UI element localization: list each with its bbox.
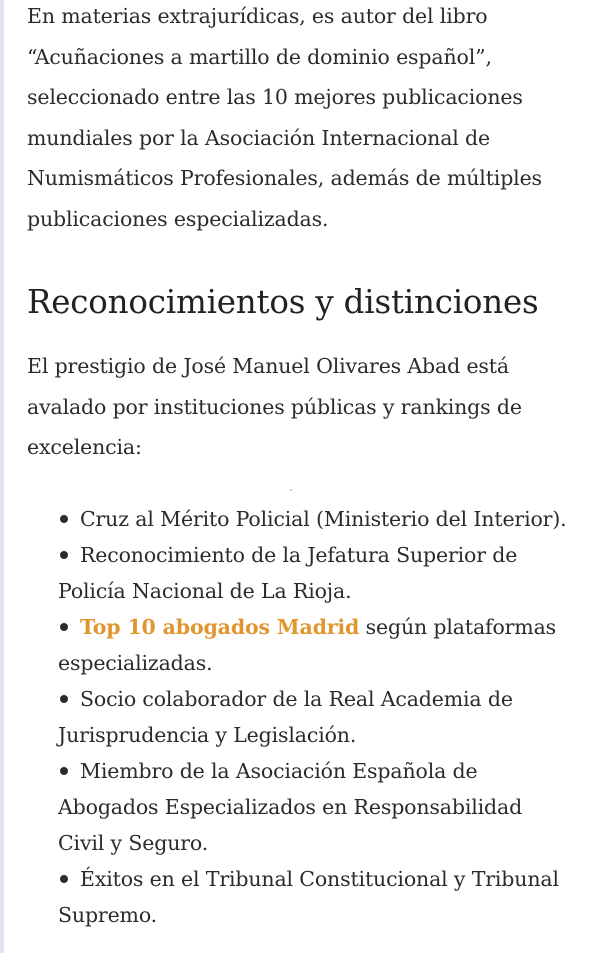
list-item-text: Abogados Especializados en Responsabilidad xyxy=(58,795,523,819)
intro-line: mundiales por la Asociación Internacional de xyxy=(27,125,490,150)
list-item xyxy=(58,609,603,681)
list-item-text: Supremo. xyxy=(58,903,158,927)
list-item-text: Reconocimiento de la Jefatura Superior de xyxy=(80,543,518,567)
bullet-icon xyxy=(60,515,68,523)
lead-line: avalado por instituciones públicas y rankings de xyxy=(27,394,522,419)
list-item-text: especializadas. xyxy=(58,651,213,675)
list-item-text: Policía Nacional de La Rioja. xyxy=(58,579,352,603)
intro-line: En materias extrajurídicas, es autor del libro xyxy=(27,4,488,28)
list-item-text: Miembro de la Asociación Española de xyxy=(80,759,478,783)
list-item-text: Civil y Seguro. xyxy=(58,831,209,855)
section-heading: Reconocimientos y distinciones xyxy=(27,283,539,321)
list-item xyxy=(58,537,603,609)
bullet-icon xyxy=(60,623,68,631)
bullet-icon xyxy=(60,767,68,775)
bullet-icon xyxy=(60,551,68,559)
list-item xyxy=(58,681,603,753)
section-lead-paragraph xyxy=(27,346,587,468)
stray-dot xyxy=(290,489,292,491)
list-item-text: Éxitos en el Tribunal Constitucional y Tribunal xyxy=(80,867,559,891)
list-item-text: Socio colaborador de la Real Academia de xyxy=(80,687,513,711)
list-item-text: Cruz al Mérito Policial (Ministerio del Interior). xyxy=(80,507,567,531)
lead-line: El prestigio de José Manuel Olivares Abad está xyxy=(27,354,509,378)
intro-line: Numismáticos Profesionales, además de múltiples xyxy=(27,166,542,190)
list-item-text: según plataformas xyxy=(359,615,557,639)
top-abogados-madrid-link[interactable]: Top 10 abogados Madrid xyxy=(80,615,360,639)
intro-line: “Acuñaciones a martillo de dominio español”, xyxy=(27,44,492,69)
lead-line: excelencia: xyxy=(27,435,142,459)
intro-line: publicaciones especializadas. xyxy=(27,206,329,231)
intro-paragraph xyxy=(27,0,587,239)
list-item xyxy=(58,861,603,933)
list-item xyxy=(58,501,603,537)
intro-line: seleccionado entre las 10 mejores publicaciones xyxy=(27,85,523,109)
left-border-bar xyxy=(0,0,4,953)
bullet-icon xyxy=(60,875,68,883)
list-item-text: Jurisprudencia y Legislación. xyxy=(58,723,357,747)
distinctions-list xyxy=(58,501,603,933)
bullet-icon xyxy=(60,695,68,703)
list-item xyxy=(58,753,603,861)
